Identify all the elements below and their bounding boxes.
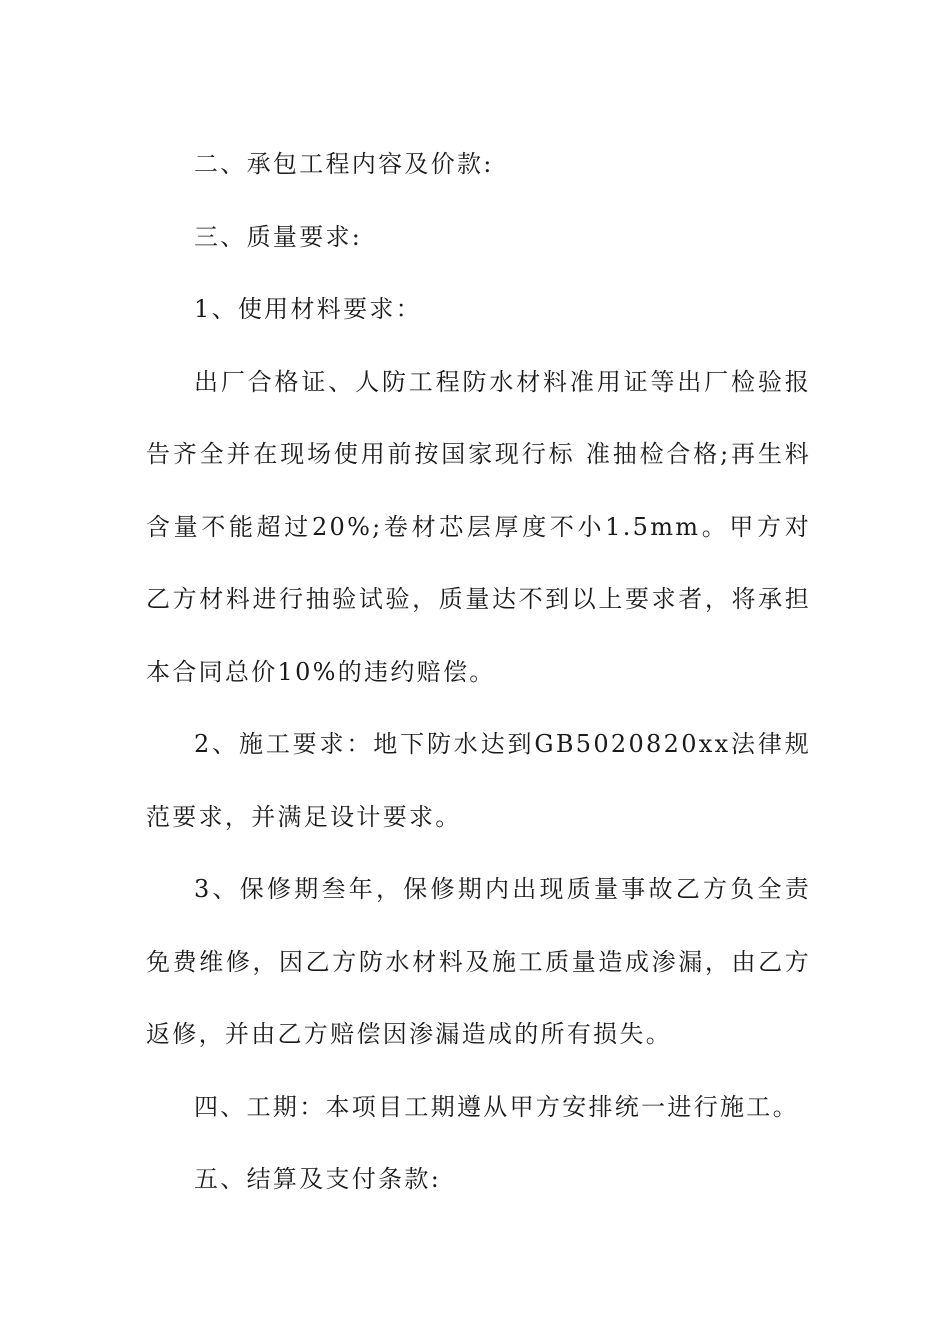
subheading-material-requirements: 1、使用材料要求：	[194, 295, 422, 323]
section-heading-settlement: 五、结算及支付条款:	[194, 1165, 442, 1193]
section-heading-quality-requirements: 三、质量要求:	[194, 222, 363, 251]
document-body	[146, 128, 811, 1216]
section-heading-contract-content: 二、承包工程内容及价款:	[194, 150, 494, 178]
paragraph-construction-requirements: 2、施工要求：地下防水达到GB5020820xx法律规范要求，并满足设计要求。	[146, 730, 811, 831]
section-heading-schedule: 四、工期：本项目工期遵从甲方安排统一进行施工。	[194, 1092, 799, 1121]
paragraph-material-details: 出厂合格证、人防工程防水材料准用证等出厂检验报告齐全并在现场使用前按国家现行标 准抽检合格;再生料含量不能超过20%;卷材芯层厚度不小1.5mm。甲方对乙方材料进行抽验试验，质量达不到以上要求者，将承担本合同总价10%的违约赔偿。	[146, 367, 811, 686]
paragraph-warranty: 3、保修期叁年，保修期内出现质量事故乙方负全责免费维修，因乙方防水材料及施工质量造成渗漏，由乙方返修，并由乙方赔偿因渗漏造成的所有损失。	[146, 875, 811, 1048]
